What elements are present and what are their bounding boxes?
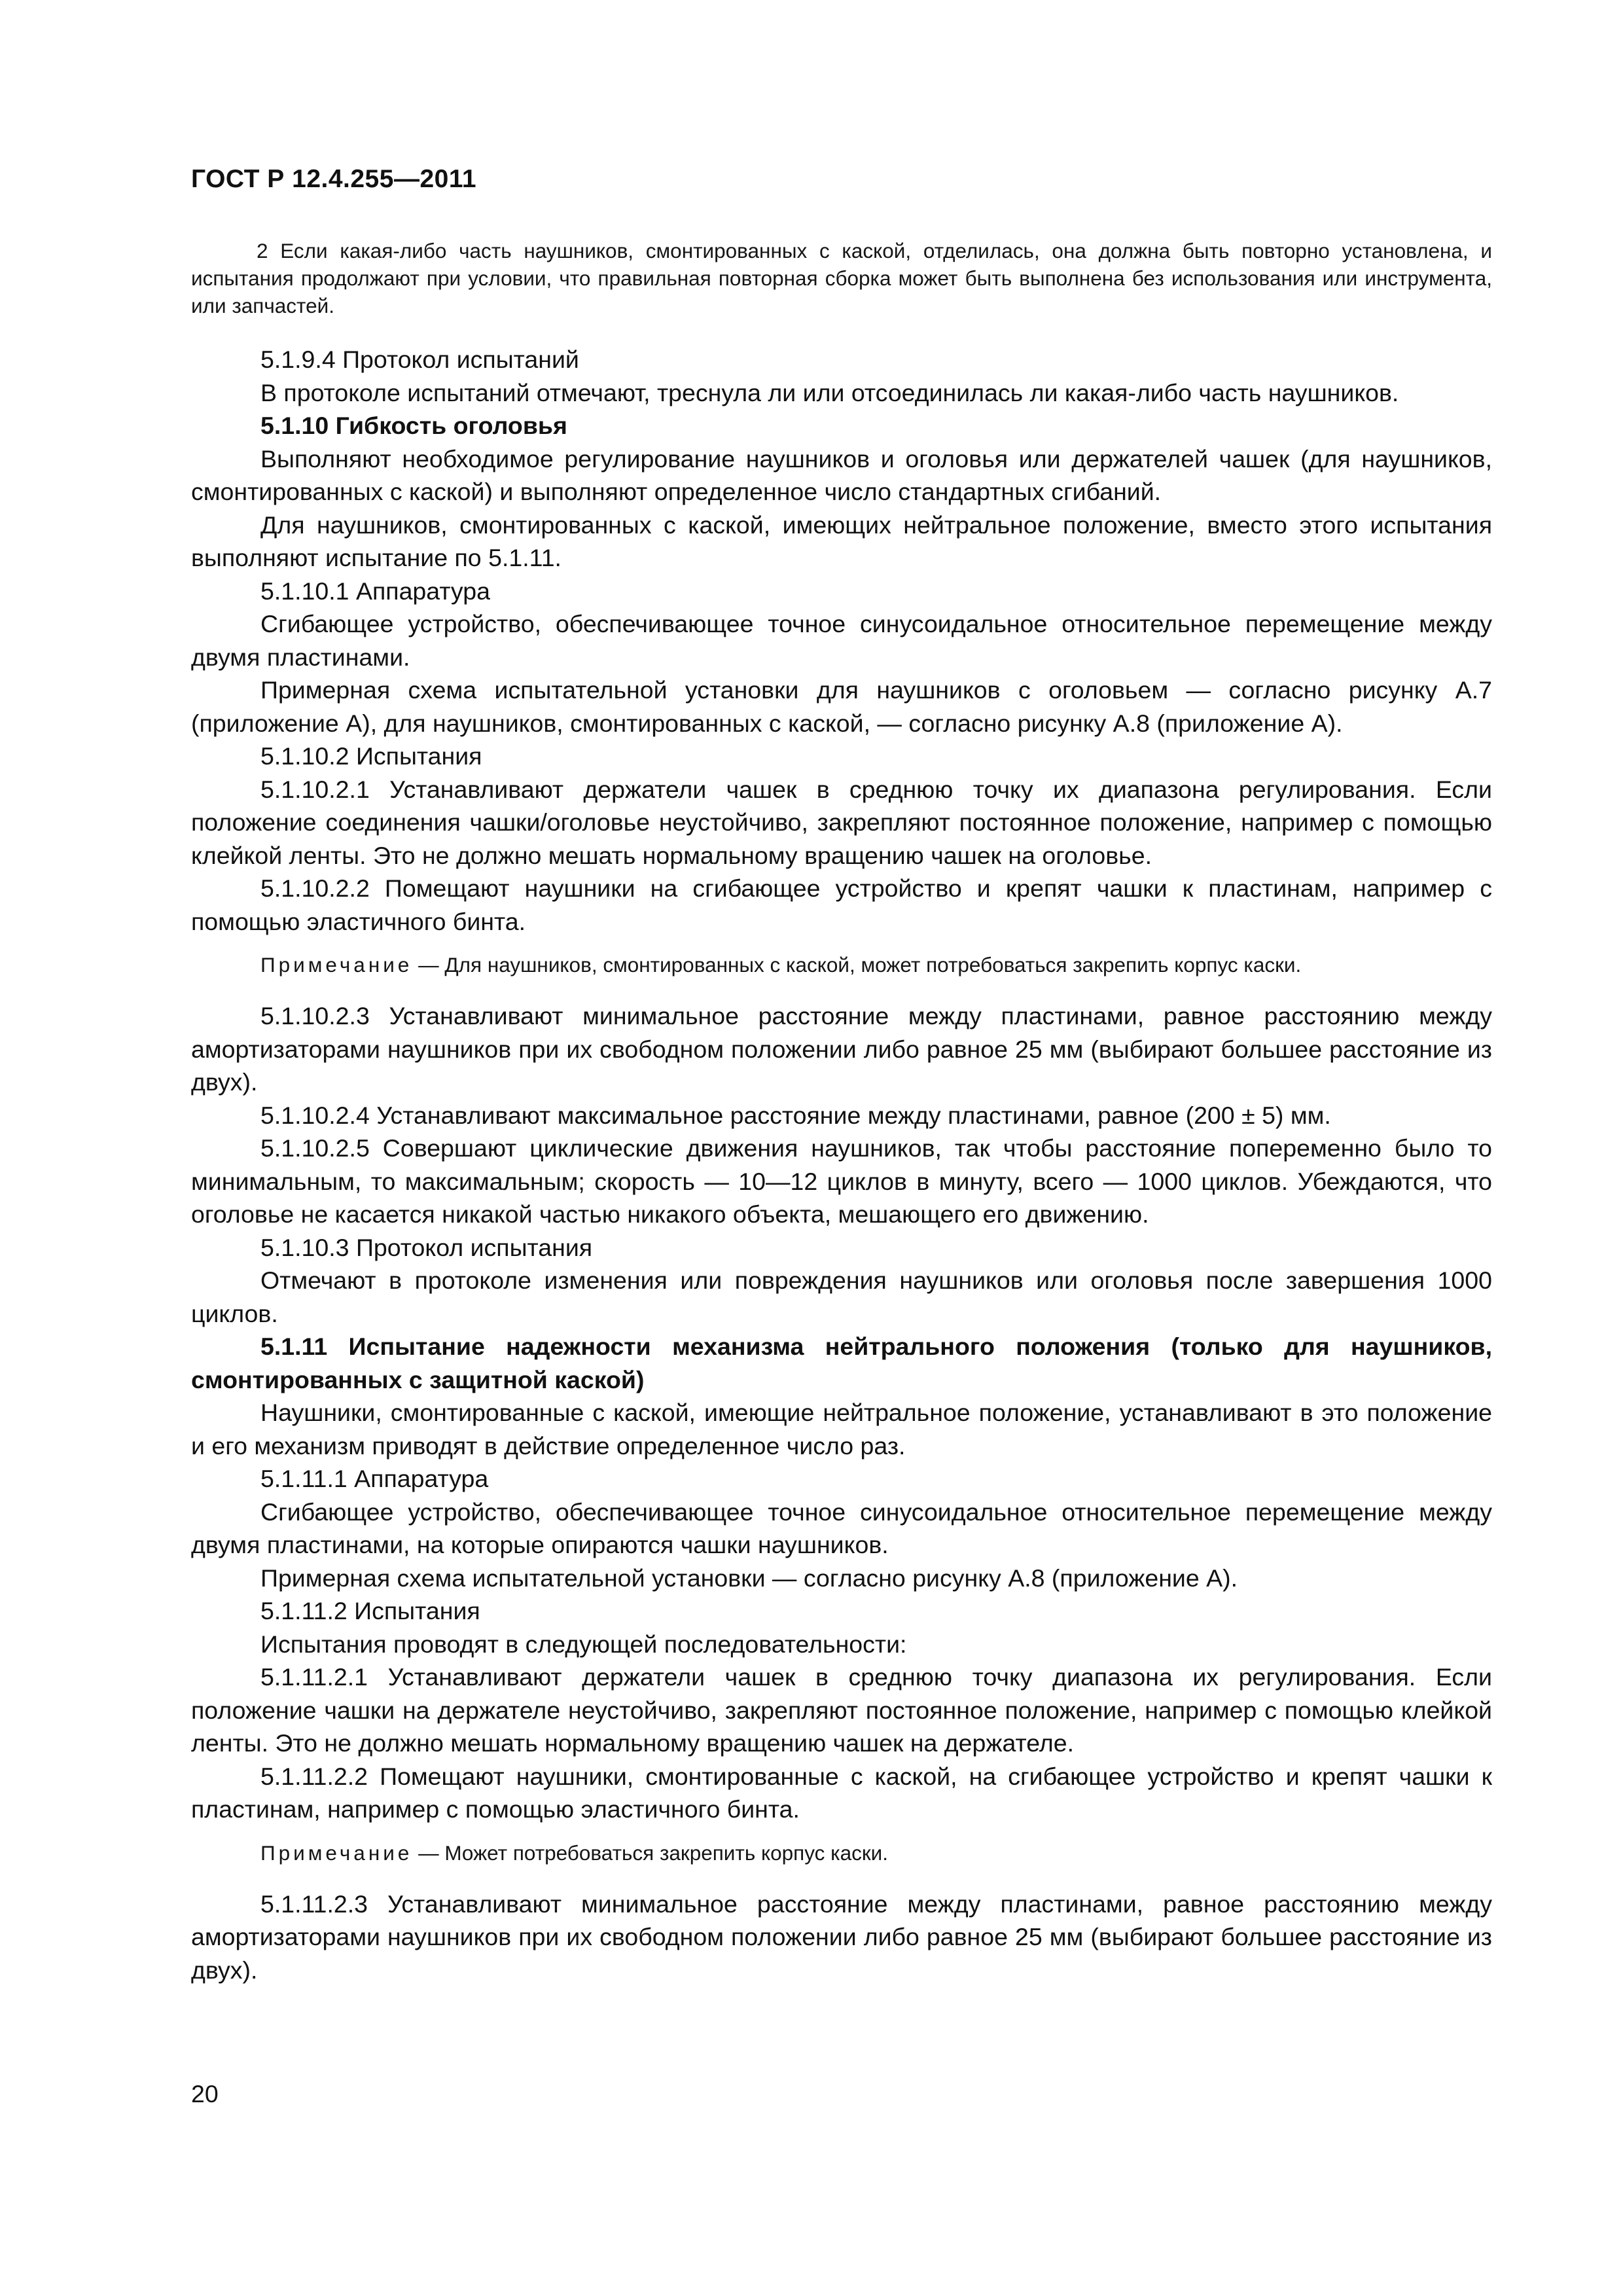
standard-designation: ГОСТ Р 12.4.255—2011 (191, 165, 477, 193)
body-paragraph: 5.1.11.2.2 Помещают наушники, смонтированные с каской, на сгибающее устройство и крепят чашки к пластинам, например с помощью эластичного бинта. (191, 1762, 1492, 1823)
body-paragraph: Сгибающее устройство, обеспечивающее точное синусоидальное относительное перемещение между двумя пластинами, на которые опираются чашки наушников. (191, 1498, 1492, 1558)
section-heading: 5.1.10 Гибкость оголовья (260, 412, 567, 439)
body-paragraph: В протоколе испытаний отмечают, треснула ли или отсоединилась ли какая-либо часть наушников. (260, 378, 1399, 406)
document-body (191, 237, 1492, 1986)
subsection-heading: 5.1.11.1 Аппаратура (260, 1465, 489, 1492)
body-paragraph: Примерная схема испытательной установки — согласно рисунку А.8 (приложение А). (260, 1564, 1238, 1592)
body-paragraph: Наушники, смонтированные с каской, имеющие нейтральное положение, устанавливают в это положение и его механизм приводят в действие определенное число раз. (191, 1399, 1492, 1460)
note-paragraph (191, 951, 1492, 978)
body-paragraph: 5.1.10.2.4 Устанавливают максимальное расстояние между пластинами, равное (200 ± 5) мм. (260, 1101, 1331, 1129)
subsection-heading: 5.1.10.3 Протокол испытания (260, 1233, 593, 1261)
body-paragraph: 5.1.10.2.2 Помещают наушники на сгибающее устройство и крепят чашки к пластинам, например с помощью эластичного бинта. (191, 874, 1492, 935)
body-paragraph: 5.1.10.2.5 Совершают циклические движения наушников, так чтобы расстояние попеременно было то минимальным, то максимальным; скорость — 10—12 циклов в минуту, всего — 1000 циклов. Убеждаются, что оголовье не касается никакой частью никакого объекта, мешающего его движению. (191, 1134, 1492, 1228)
body-paragraph: Примерная схема испытательной установки для наушников с оголовьем — согласно рисунку А.7 (приложение А), для наушников, смонтированных с каской, — согласно рисунку А.8 (приложение А). (191, 676, 1492, 737)
note-text: — Может потребоваться закрепить корпус каски. (412, 1840, 888, 1865)
section-heading: 5.1.11 Испытание надежности механизма нейтрального положения (только для наушников, смонтированных с защитной каской) (191, 1333, 1492, 1393)
body-paragraph: 5.1.10.2.3 Устанавливают минимальное расстояние между пластинами, равное расстоянию между амортизаторами наушников при их свободном положении либо равное 25 мм (выбирают большее расстояние из двух). (191, 1002, 1492, 1096)
body-paragraph: Выполняют необходимое регулирование наушников и оголовья или держателей чашек (для наушников, смонтированных с каской) и выполняют определенное число стандартных сгибаний. (191, 444, 1492, 505)
subsection-heading: 5.1.10.1 Аппаратура (260, 577, 490, 605)
subsection-heading: 5.1.10.2 Испытания (260, 742, 482, 770)
body-paragraph: Сгибающее устройство, обеспечивающее точное синусоидальное относительное перемещение между двумя пластинами. (191, 610, 1492, 671)
note-text: — Для наушников, смонтированных с каской, может потребоваться закрепить корпус каски. (412, 953, 1302, 977)
note-paragraph (191, 1839, 1492, 1867)
body-paragraph: Для наушников, смонтированных с каской, имеющих нейтральное положение, вместо этого испытания выполняют испытание по 5.1.11. (191, 511, 1492, 571)
note-paragraph: 2 Если какая-либо часть наушников, смонтированных с каской, отделилась, она должна быть повторно установлена, и испытания продолжают при условии, что правильная повторная сборка может быть выполнена без использования или инструмента, или запчастей. (191, 239, 1492, 317)
page-number: 20 (191, 2080, 219, 2108)
note-label: Примечание (260, 1840, 413, 1865)
body-paragraph: Отмечают в протоколе изменения или повреждения наушников или оголовья после завершения 1000 циклов. (191, 1266, 1492, 1327)
subsection-heading: 5.1.9.4 Протокол испытаний (260, 346, 579, 373)
body-paragraph: Испытания проводят в следующей последовательности: (260, 1630, 907, 1658)
note-label: Примечание (260, 953, 413, 977)
body-paragraph: 5.1.10.2.1 Устанавливают держатели чашек в среднюю точку их диапазона регулирования. Если положение соединения чашки/оголовье неустойчиво, закрепляют постоянное положение, например с помощью клейкой ленты. Это не должно мешать нормальному вращению чашек на оголовье. (191, 775, 1492, 869)
body-paragraph: 5.1.11.2.3 Устанавливают минимальное расстояние между пластинами, равное расстоянию между амортизаторами наушников при их свободном положении либо равное 25 мм (выбирают большее расстояние из двух). (191, 1890, 1492, 1984)
body-paragraph: 5.1.11.2.1 Устанавливают держатели чашек в среднюю точку диапазона их регулирования. Если положение чашки на держателе неустойчиво, закрепляют постоянное положение, например с помощью клейкой ленты. Это не должно мешать нормальному вращению чашек на держателе. (191, 1663, 1492, 1757)
subsection-heading: 5.1.11.2 Испытания (260, 1597, 480, 1624)
